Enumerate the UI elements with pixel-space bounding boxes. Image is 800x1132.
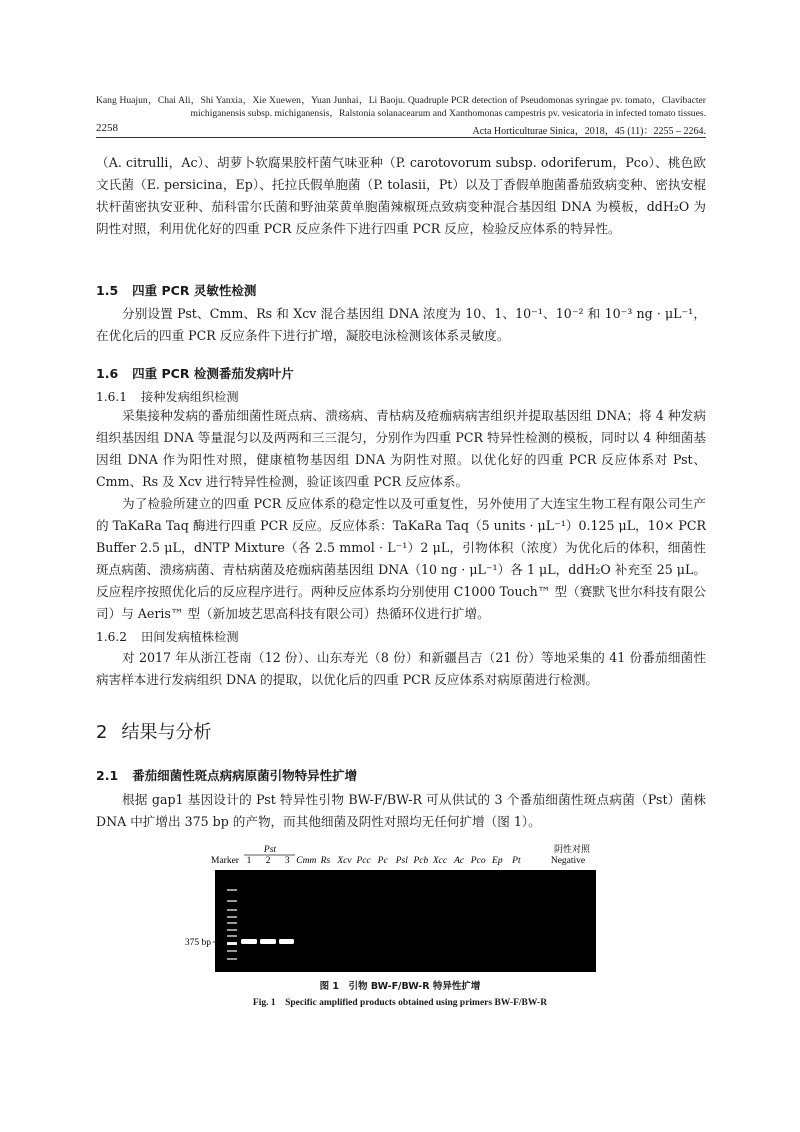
marker-band <box>227 922 237 924</box>
paragraph-sensitivity: 分别设置 Pst、Cmm、Rs 和 Xcv 混合基因组 DNA 浓度为 10、1、10⁻¹、10⁻² 和 10⁻³ ng · μL⁻¹，在优化后的四重 PCR 反应条件下进行扩增，凝胶电泳检测该体系灵敏度。 <box>96 306 706 343</box>
negative-control-cn: 阴性对照 <box>553 845 591 855</box>
section-title: 四重 PCR 检测番茄发病叶片 <box>132 366 294 381</box>
lane-label: Pco <box>470 856 486 866</box>
subsection-number: 1.6.2 <box>96 630 128 644</box>
lane-label: 3 <box>284 856 290 866</box>
pst-band-375bp <box>260 939 276 944</box>
citation-line-1: Kang Huajun，Chai Ali，Shi Yanxia，Xie Xuewen，Yuan Junhai，Li Baoju. Quadruple PCR detection of Pseudomonas syringae pv. tomato，Clavibacter <box>96 95 706 106</box>
section-number: 2.1 <box>96 768 119 783</box>
journal-reference: Acta Horticulturae Sinica，2018，45 (11)：2255 – 2264. <box>472 126 706 137</box>
marker-band <box>227 935 237 937</box>
pst-band-375bp <box>241 939 257 944</box>
marker-band <box>227 909 237 911</box>
marker-band <box>227 900 237 902</box>
lane-label: Pcb <box>413 856 429 866</box>
lane-label: Rs <box>320 856 331 866</box>
pst-bands <box>241 939 294 944</box>
marker-band <box>227 929 237 931</box>
section-number: 1.5 <box>96 283 119 298</box>
marker-band <box>227 958 237 960</box>
figure-caption-en: Fig. 1 Specific amplified products obtained using primers BW-F/BW-R <box>252 998 548 1008</box>
paragraph-inoculated-tissue: 采集接种发病的番茄细菌性斑点病、溃疡病、青枯病及疮痂病病害组织并提取基因组 DNA；将 4 种发病组织基因组 DNA 等量混匀以及两两和三三混匀，分别作为四重 PCR 特异性检测的模板，同时以 4 种细菌基因组 DNA 作为阳性对照，健康植物基因组 DNA 为阴性对照。以优化好的四重 PCR 反应体系对 Pst、Cmm、Rs 及 Xcv 进行特异性检测，验证该四重 PCR 反应体系。 <box>96 408 706 489</box>
subsection-title: 接种发病组织检测 <box>141 390 239 404</box>
marker-label: Marker <box>211 856 239 866</box>
lane-label: Pt <box>512 856 521 866</box>
marker-band <box>227 950 237 952</box>
section-title: 番茄细菌性斑点病病原菌引物特异性扩增 <box>132 768 358 783</box>
gel-image <box>215 870 596 972</box>
lane-label: Cmm <box>296 856 317 866</box>
page-number: 2258 <box>96 122 118 134</box>
lane-label: Xcv <box>337 856 352 866</box>
lane-label: Xcc <box>432 856 448 866</box>
lane-label: Ep <box>492 856 503 866</box>
pst-group-label: Pst <box>263 845 277 855</box>
paragraph-reproducibility: 为了检验所建立的四重 PCR 反应体系的稳定性以及可重复性，另外使用了大连宝生物工程有限公司生产的 TaKaRa Taq 酶进行四重 PCR 反应。反应体系：TaKaRa Taq（5 units · μL⁻¹）0.125 μL，10× PCR Buffer 2.5 μL，dNTP Mixture（各 2.5 mmol · L⁻¹）2 μL，引物体积（浓度）为优化后的体积，细菌性斑点病菌、溃疡病菌、青枯病菌及疮痂病菌基因组 DNA（10 ng · μL⁻¹）各 1 μL，ddH₂O 补充至 25 μL。反应程序按照优化后的反应程序进行。两种反应体系均分别使用 C1000 Touch™ 型（赛默飞世尔科技有限公司）与 Aeris™ 型（新加坡艺思高科技有限公司）热循环仪进行扩增。 <box>96 496 706 621</box>
lane-label: 2 <box>265 856 271 866</box>
citation-line-2: michiganensis subsp. michiganensis，Ralstonia solanacearum and Xanthomonas campestris pv. vesicatoria in infected tomato tissues. <box>190 108 706 119</box>
section-title: 四重 PCR 灵敏性检测 <box>132 283 257 298</box>
band-size-label: 375 bp <box>184 938 211 948</box>
lane-label: 1 <box>246 856 252 866</box>
section-number: 1.6 <box>96 366 119 381</box>
marker-band <box>227 942 237 945</box>
lane-label: Pc <box>377 856 388 866</box>
lane-label: Psl <box>395 856 408 866</box>
negative-control-en: Negative <box>550 856 586 866</box>
pst-band-375bp <box>279 939 294 944</box>
paragraph-field-samples: 对 2017 年从浙江苍南（12 份）、山东寿光（8 份）和新疆昌吉（21 份）等地采集的 41 份番茄细菌性病害样本进行发病组织 DNA 的提取，以优化后的四重 PCR 反应体系对病原菌进行检测。 <box>96 650 706 687</box>
section-number: 2 <box>96 722 108 743</box>
section-title: 结果与分析 <box>121 722 212 743</box>
lane-label: Ac <box>454 856 465 866</box>
marker-band <box>227 916 237 918</box>
subsection-title: 田间发病植株检测 <box>141 630 239 644</box>
marker-band <box>227 889 237 891</box>
paragraph-primer-specificity: 根据 gap1 基因设计的 Pst 特异性引物 BW-F/BW-R 可从供试的 3 个番茄细菌性斑点病菌（Pst）菌株 DNA 中扩增出 375 bp 的产物，而其他细菌及阴性对照均无任何扩增（图 1）。 <box>96 792 706 829</box>
paragraph-specificity: （A. citrulli，Ac）、胡萝卜软腐果胶杆菌气味亚种（P. carotovorum subsp. odoriferum，Pco）、桃色欧文氏菌（E. persicina，Ep）、托拉氏假单胞菌（P. tolasii，Pt）以及丁香假单胞菌番茄致病变种、密执安棍状杆菌密执安亚种、茄科雷尔氏菌和野油菜黄单胞菌辣椒斑点致病变种混合基因组 DNA 为模板，ddH₂O 为阴性对照，利用优化好的四重 PCR 反应条件下进行四重 PCR 反应，检验反应体系的特异性。 <box>96 155 706 236</box>
lane-label: Pcc <box>356 856 371 866</box>
subsection-number: 1.6.1 <box>96 390 128 404</box>
lane-labels <box>247 856 521 866</box>
figure-caption-cn: 图 1 引物 BW-F/BW-R 特异性扩增 <box>319 981 481 992</box>
